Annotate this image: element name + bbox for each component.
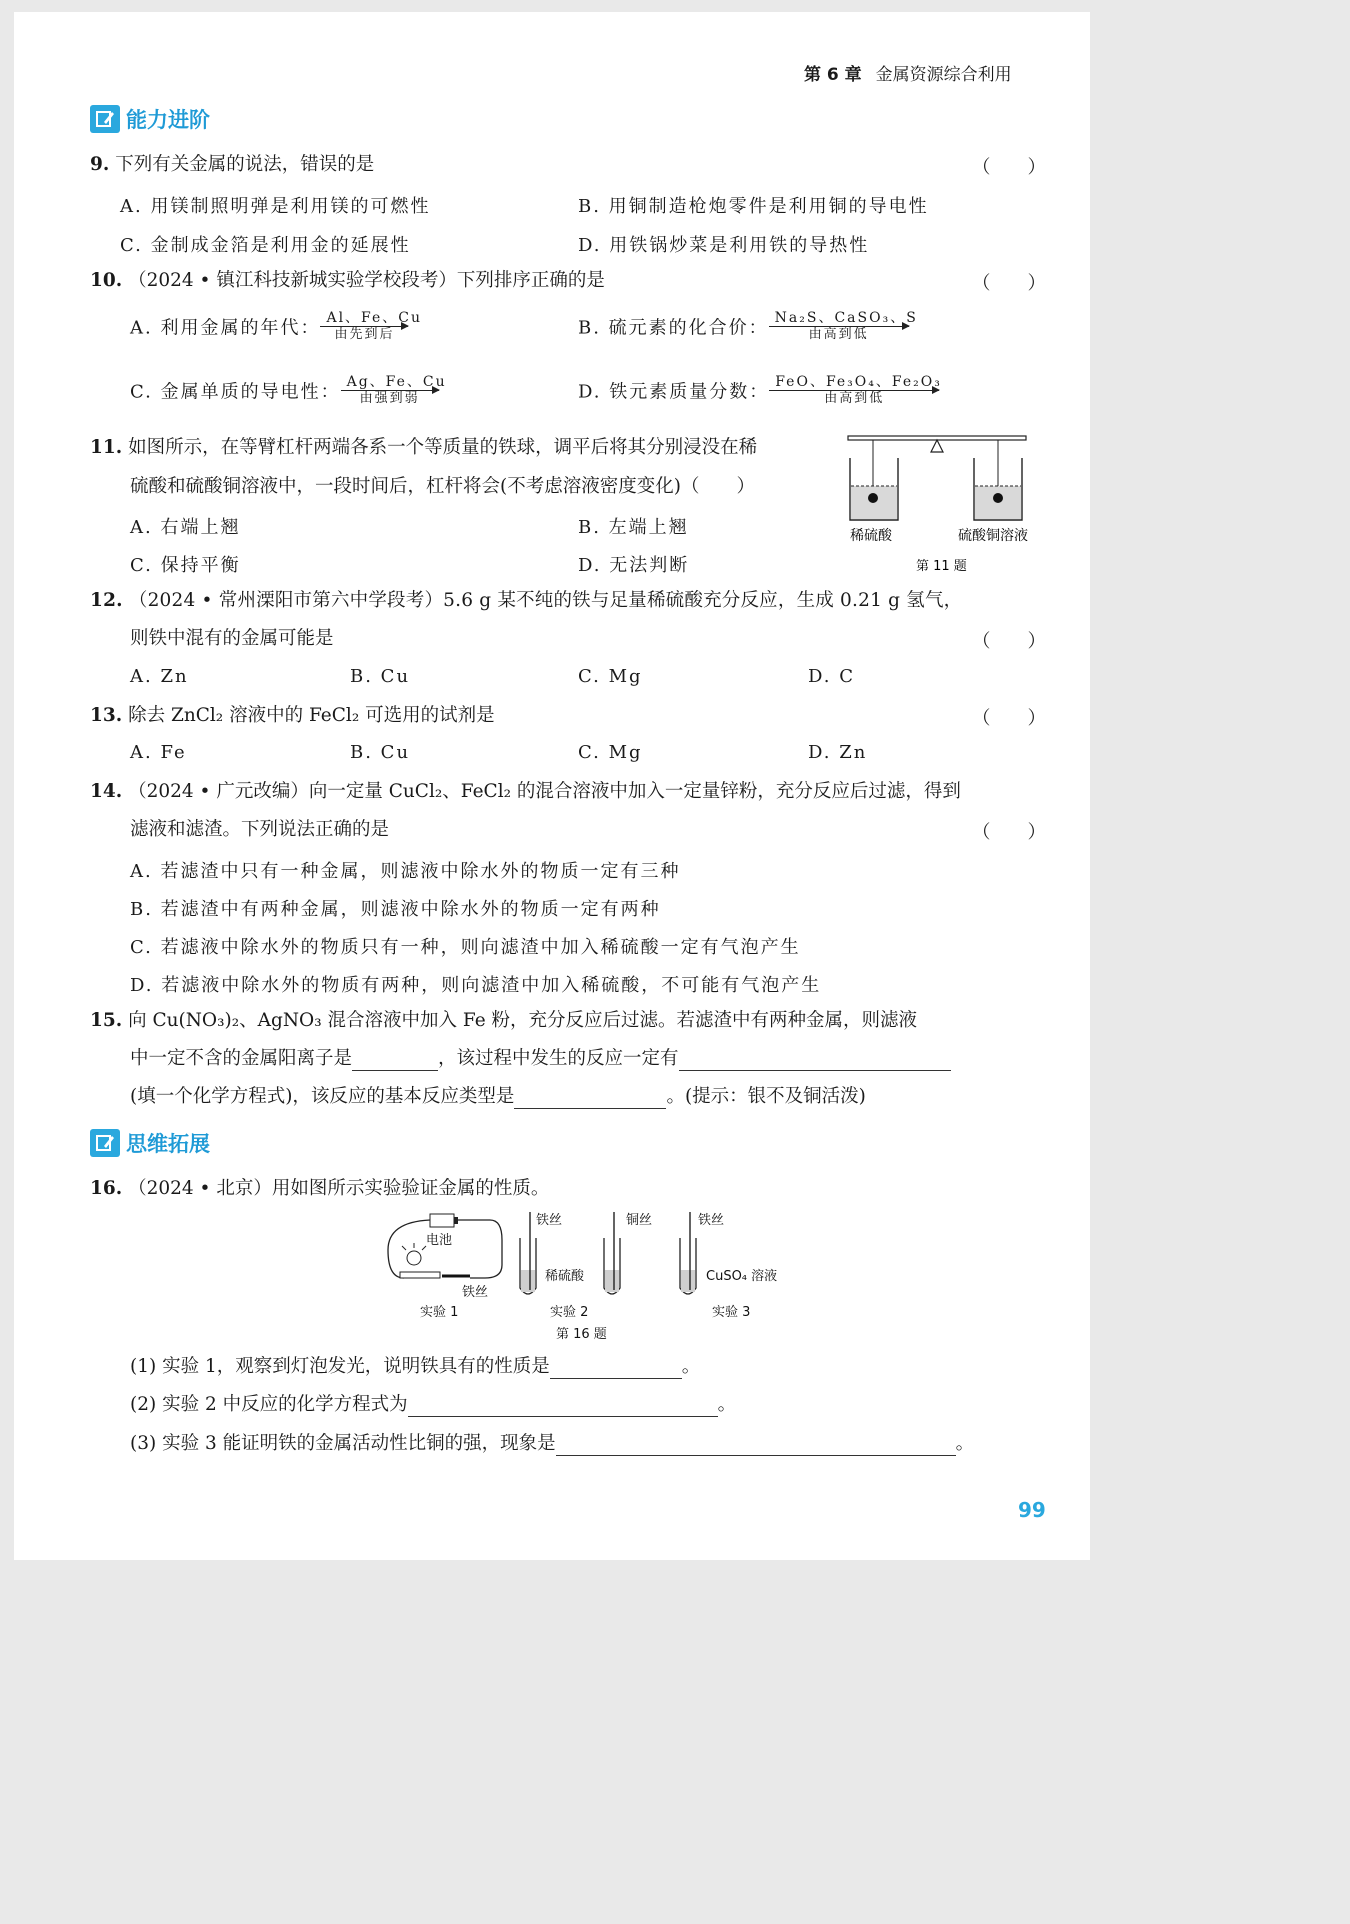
question-16-part1: (1) 实验 1，观察到灯泡发光，说明铁具有的性质是 。 [130,1356,701,1377]
option-14d: D. 若滤液中除水外的物质有两种，则向滤渣中加入稀硫酸，不可能有气泡产生 [130,975,822,996]
question-16-part3: (3) 实验 3 能证明铁的金属活动性比铜的强，现象是 。 [130,1433,975,1454]
question-11-line2: 硫酸和硫酸铜溶液中，一段时间后，杠杆将会(不考虑溶液密度变化)（ ） [130,476,755,497]
blank-16-3[interactable] [556,1435,956,1456]
label-iron-wire-2: 铁丝 [536,1213,563,1228]
chapter-title: 金属资源综合利用 [875,65,1012,85]
question-12-line2: 则铁中混有的金属可能是 [130,628,334,649]
option-13c: C. Mg [578,742,643,763]
section-title: 思维拓展 [126,1132,210,1156]
question-10: 10. （2024 • 镇江科技新城实验学校段考）下列排序正确的是 [90,270,605,291]
option-12c: C. Mg [578,666,643,687]
question-9: 9. 下列有关金属的说法，错误的是 [90,154,375,175]
chapter-header [804,60,1012,85]
section-heading-thinking [90,1128,210,1158]
option-10a: A. 利用金属的年代： Al、Fe、Cu 由先到后 [130,310,423,342]
question-11: 11. 如图所示，在等臂杠杆两端各系一个等质量的铁球，调平后将其分别浸没在稀 [90,437,758,458]
option-13b: B. Cu [350,742,411,763]
label-copper-wire: 铜丝 [626,1213,653,1228]
option-12b: B. Cu [350,666,411,687]
option-10c: C. 金属单质的导电性： Ag、Fe、Cu 由强到弱 [130,374,447,406]
option-14a: A. 若滤渣中只有一种金属，则滤液中除水外的物质一定有三种 [130,861,681,882]
blank-16-2[interactable] [408,1396,718,1417]
option-11c: C. 保持平衡 [130,555,241,576]
label-battery: 电池 [426,1233,453,1248]
answer-paren-13[interactable]: （ ） [972,708,1047,729]
option-10d: D. 铁元素质量分数： FeO、Fe₃O₄、Fe₂O₃ 由高到低 [578,374,942,406]
fig11-caption: 第 11 题 [916,559,967,574]
question-14-line2: 滤液和滤渣。下列说法正确的是 [130,819,390,840]
label-exp1: 实验 1 [420,1305,459,1320]
option-11a: A. 右端上翘 [130,517,241,538]
option-14b: B. 若滤渣中有两种金属，则滤液中除水外的物质一定有两种 [130,899,661,920]
blank-15-3[interactable] [514,1088,666,1109]
question-13: 13. 除去 ZnCl₂ 溶液中的 FeCl₂ 可选用的试剂是 [90,705,495,726]
option-9a: A. 用镁制照明弹是利用镁的可燃性 [120,196,431,217]
option-13a: A. Fe [130,742,187,763]
label-iron-wire-1: 铁丝 [462,1285,489,1300]
blank-15-2[interactable] [679,1050,951,1071]
option-14c: C. 若滤液中除水外的物质只有一种，则向滤渣中加入稀硫酸一定有气泡产生 [130,937,801,958]
blank-15-1[interactable] [352,1050,438,1071]
question-15-line2: 中一定不含的金属阳离子是 ，该过程中发生的反应一定有 [130,1047,951,1071]
answer-paren-9[interactable]: （ ） [972,157,1047,178]
answer-paren-14[interactable]: （ ） [972,822,1047,843]
label-exp3: 实验 3 [712,1305,751,1320]
question-16: 16. （2024 • 北京）用如图所示实验验证金属的性质。 [90,1178,550,1199]
label-dilute-acid: 稀硫酸 [545,1269,585,1284]
answer-paren-12[interactable]: （ ） [972,631,1047,652]
option-9d: D. 用铁锅炒菜是利用铁的导热性 [578,235,870,256]
section-heading-ability [90,104,210,134]
question-16-part2: (2) 实验 2 中反应的化学方程式为 。 [130,1394,737,1415]
lever-figure [840,432,1050,577]
answer-paren-10[interactable]: （ ） [972,273,1047,294]
blank-16-1[interactable] [550,1358,682,1379]
option-12d: D. C [808,666,856,687]
option-10b: B. 硫元素的化合价： Na₂S、CaSO₃、S 由高到低 [578,310,918,342]
label-cuso4: CuSO₄ 溶液 [706,1269,778,1284]
label-iron-wire-3: 铁丝 [698,1213,725,1228]
question-12: 12. （2024 • 常州溧阳市第六中学段考）5.6 g 某不纯的铁与足量稀硫酸充分反应，生成 0.21 g 氢气， [90,590,963,611]
option-12a: A. Zn [130,666,189,687]
page-number: 99 [1018,1498,1046,1522]
option-11d: D. 无法判断 [578,555,690,576]
pencil-icon [90,105,120,133]
question-15: 15. 向 Cu(NO₃)₂、AgNO₃ 混合溶液中加入 Fe 粉，充分反应后过滤。若滤渣中有两种金属，则滤液 [90,1010,918,1031]
chapter-number: 第 6 章 [804,65,862,85]
fig11-label-left: 稀硫酸 [850,528,892,544]
pencil-icon [90,1129,120,1157]
fig11-label-right: 硫酸铜溶液 [958,528,1028,544]
question-15-line3: (填一个化学方程式)，该反应的基本反应类型是 。(提示：银不及铜活泼) [130,1086,866,1107]
experiment-figure [380,1210,800,1345]
label-exp2: 实验 2 [550,1305,589,1320]
fig16-caption: 第 16 题 [556,1327,607,1342]
option-11b: B. 左端上翘 [578,517,689,538]
option-9b: B. 用铜制造枪炮零件是利用铜的导电性 [578,196,929,217]
option-9c: C. 金制成金箔是利用金的延展性 [120,235,411,256]
section-title: 能力进阶 [126,108,210,132]
question-14: 14. （2024 • 广元改编）向一定量 CuCl₂、FeCl₂ 的混合溶液中加入一定量锌粉，充分反应后过滤，得到 [90,781,961,802]
option-13d: D. Zn [808,742,868,763]
